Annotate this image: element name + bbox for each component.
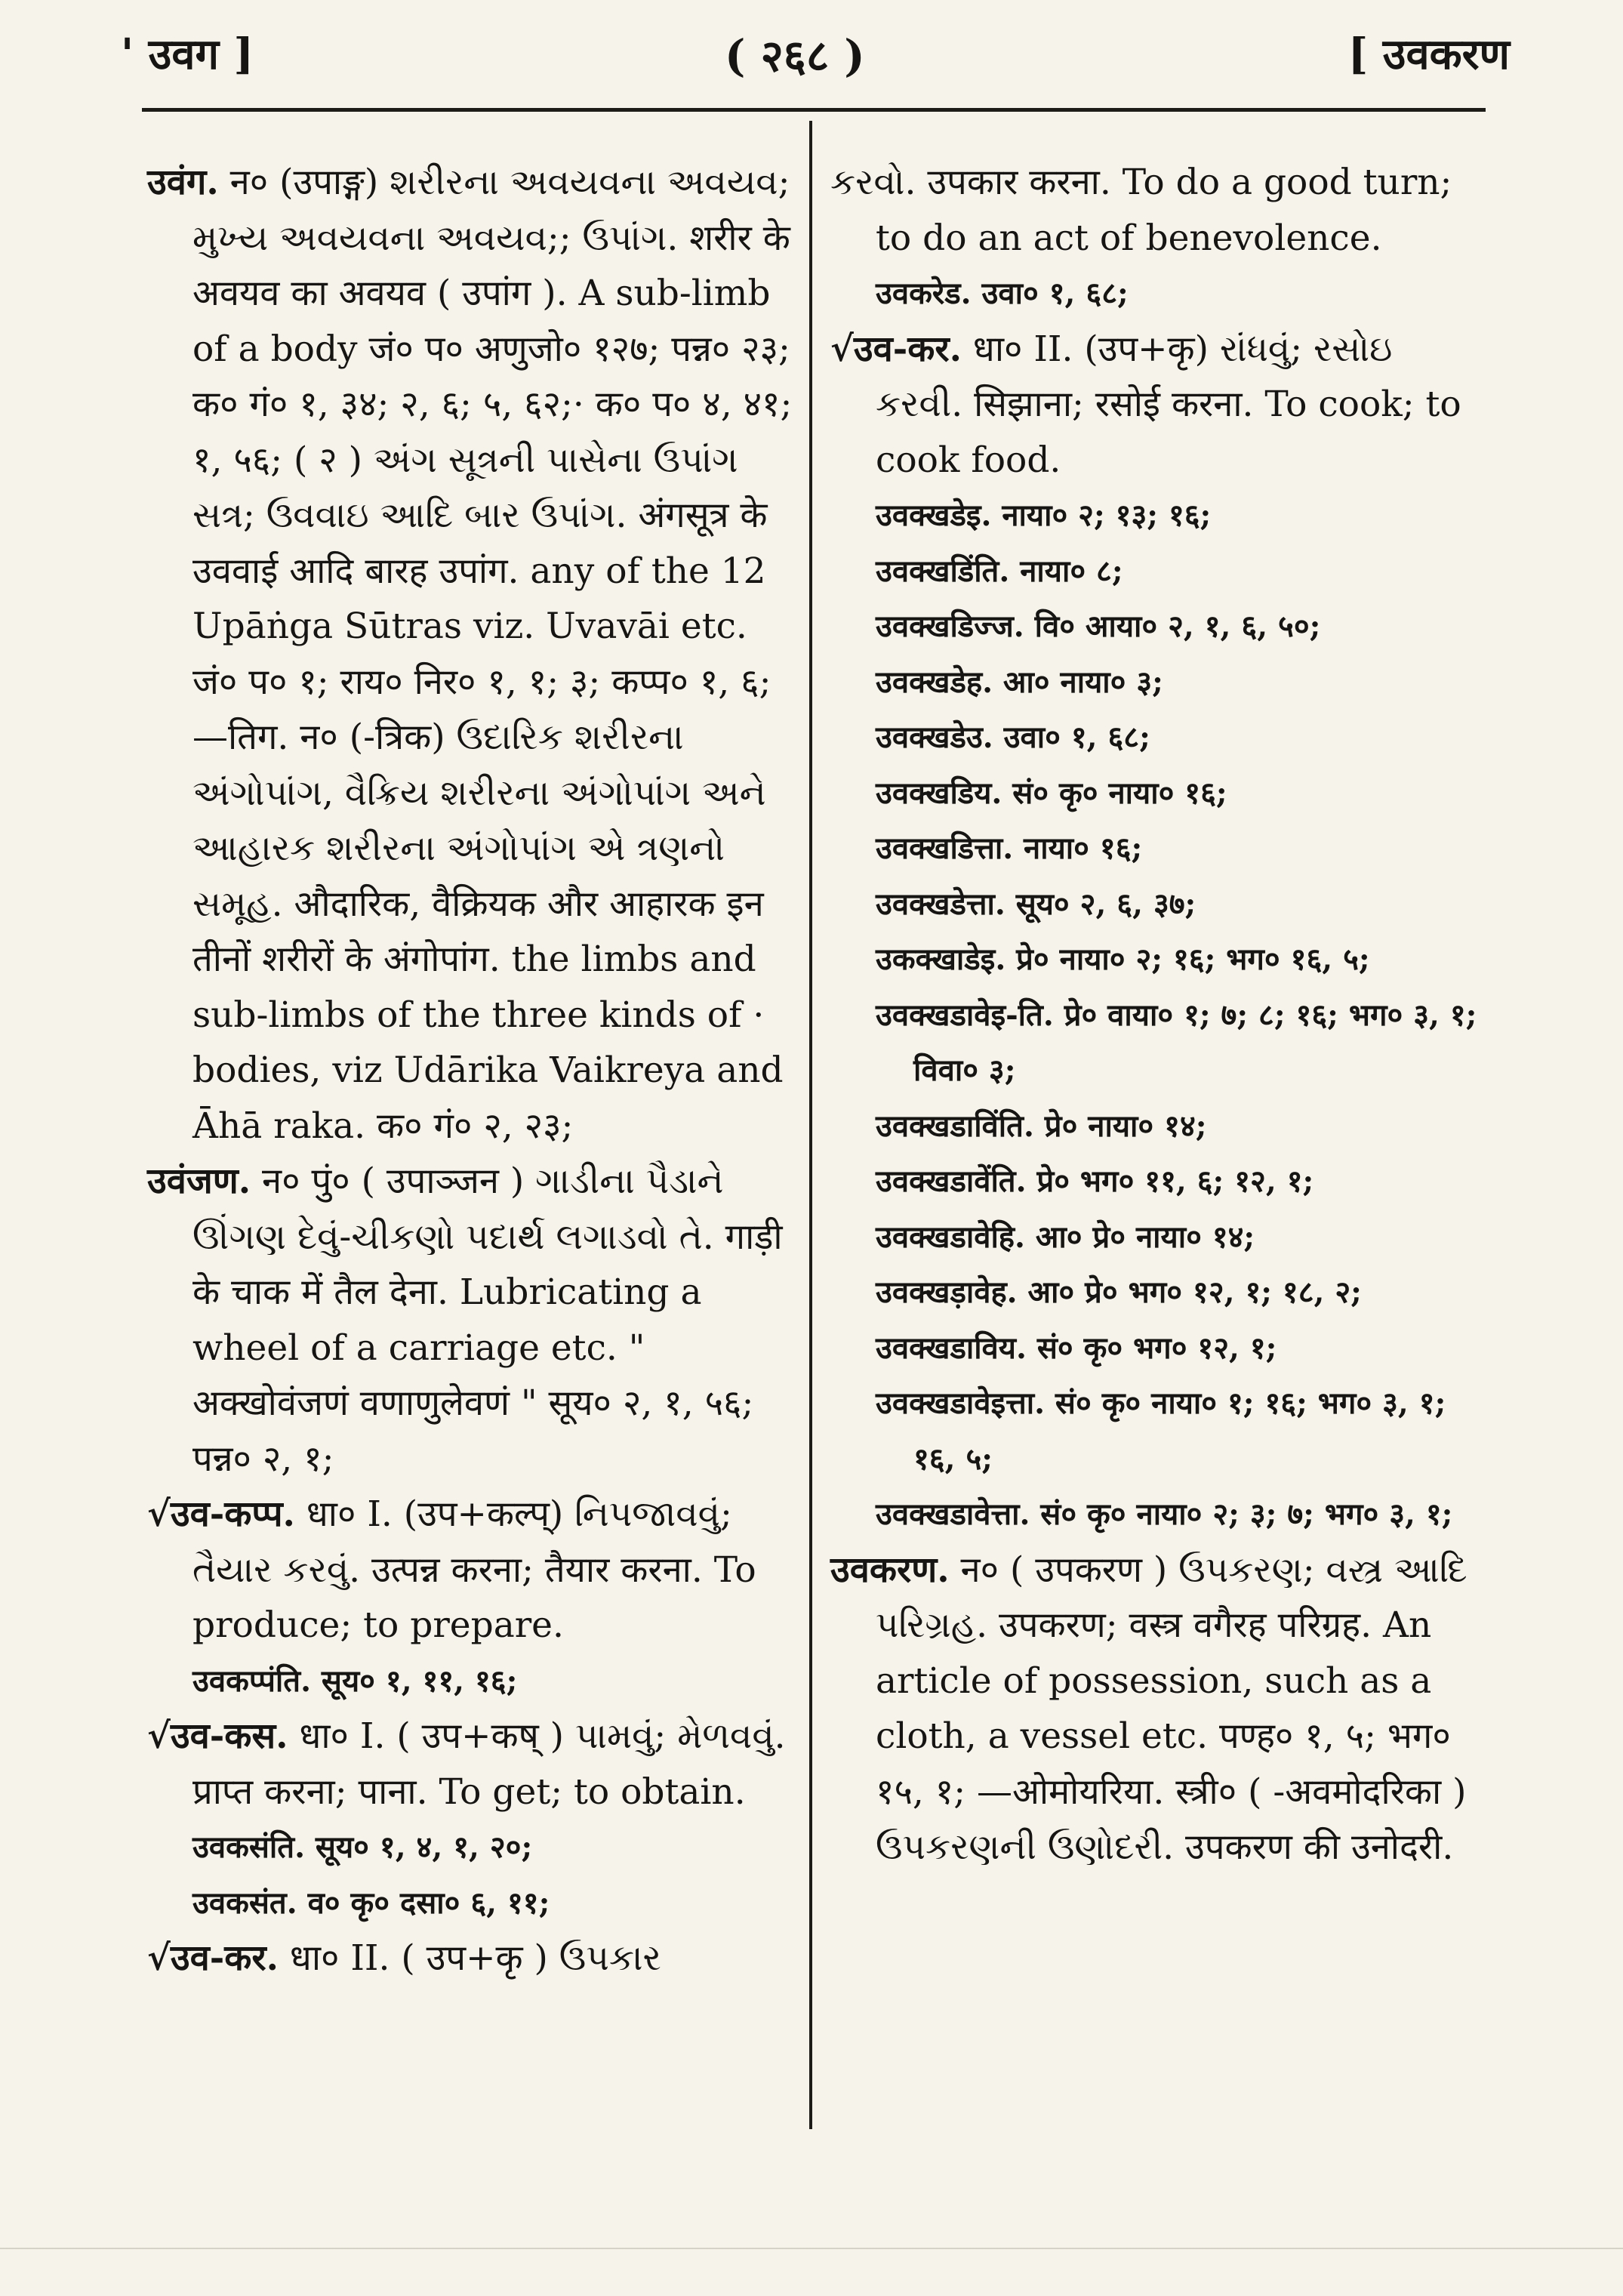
inflected-form: उवक्खडावेत्ता. सं० कृ० नाया० २; ३; ७; भग० ३, १; [876,1496,1453,1532]
right-column [830,155,1480,1875]
left-column [147,155,796,1986]
inflected-form: उवक्खडावेइ-ति. प्रे० वाया० १; ७; ८; १६; भग० ३, १; विवा० ३; [876,997,1477,1088]
inflected-form: उवक्खडित्ता. नाया० १६; [876,831,1143,866]
header-rule [142,108,1486,112]
inflected-form: उवक्खडाविय. सं० कृ० भग० १२, १; [876,1330,1277,1366]
entry-headword: उवंग. [147,162,219,203]
inflected-form: उवक्खडावेइत्ता. सं० कृ० नाया० १; १६; भग० ३, १; १६, ५; [876,1385,1446,1477]
inflected-form: उवक्खडिय. सं० कृ० नाया० १६; [876,775,1227,811]
entry-headword: √उव-कस. [147,1715,288,1757]
inflected-form: उवक्खडावेहि. आ० प्रे० नाया० १४; [876,1219,1255,1255]
entry-definition: न० ( उपकरण ) ઉપકરણ; વસ્ત્ર આદિ પરિગ્રહ. उपकरण; वस्त्र वगैरह परिग्रह. An article of possession, such as a cloth, a vessel etc. पण्ह० १, ५; भग० १५, १; —ओमोयरिया. स्त्री० ( -अवमोदरिका ) ઉપકરણની ઉણોદરી. उपकरण की उनोदरी. [876,1549,1467,1868]
entry-definition: न० (उपाङ्ग) શરીરના અવયવના અવયવ; મુખ્ય અવયવના અવયવ;; ઉપાંગ. शरीर के अवयव का अवयव ( उपांग ). A sub-limb of a body जं० प० अणुजो० १२७; पन्न० २३; क० गं० १, ३४; २, ६; ५, ६२;· क० प० ४, ४१; १, ५६; ( २ ) અંગ સૂત્રની પાસેના ઉપાંગ સત્ર; ઉવવાઇ આદિ બાર ઉપાંગ. अंगसूत्र के उववाई आदि बारह उपांग. any of the 12 Upāṅga Sūtras viz. Uvavāi etc. जं० प० १; राय० निर० १, १; ३; कप्प० १, ६; —तिग. न० (-त्रिक) ઉદારિક શરીરના અંગોપાંગ, વૈક્રિય શરીરના અંગોપાંગ અને આહારક શરીરના અંગોપાંગ એ ત્રણનો સમૂહ. औदारिक, वैक्रियक और आहारक इन तीनों शरीरों के अंगोपांग. the limbs and sub-limbs of the three kinds of · bodies, viz Udārika Vaikreya and Āhā raka. क० गं० २, २३; [192,162,793,1147]
header-left-guideword: ' उवग ] [121,29,254,79]
bottom-edge [0,2248,1623,2249]
entry-headword: √उव-कप्प. [147,1493,295,1535]
inflected-form: उवकसंति. सूय० १, ४, १, २०; [192,1829,533,1865]
inflected-form: उवक्खडाविंति. प्रे० नाया० १४; [876,1108,1207,1144]
dictionary-entry [830,1542,1480,1875]
entry-definition: धा० I. ( उप+कष् ) પામવું; મેળવવું. प्राप्त करना; पाना. To get; to obtain. [192,1715,786,1813]
dictionary-entry [147,1931,796,1986]
page-number: ( २६८ ) [725,30,865,82]
inflected-form: उवकसंत. व० कृ० दसा० ६, ११; [192,1885,550,1921]
entry-definition: न० पुं० ( उपाञ्जन ) ગાડીના પૈડાને ઊંગણ દેવું-ચીકણો પદાર્થ લગાડવો તે. गाड़ी के चाक में तैल देना. Lubricating a wheel of a carriage etc. " अक्खोवंजणं वणाणुलेवणं " सूय० २, १, ५६; पन्न० २, १; [192,1160,783,1480]
entry-headword: √उव-कर. [147,1937,279,1979]
entry-definition: धा० II. ( उप+कृ ) ઉપકાર [278,1937,661,1979]
entry-headword: √उव-कर. [830,328,962,370]
dictionary-entry [147,1154,796,1487]
inflected-form: उवकरेड. उवा० १, ६८; [876,276,1129,311]
page-header [0,0,1623,113]
inflected-form: उवक्खडेउ. उवा० १, ६८; [876,720,1150,755]
inflected-form: उवक्खडेइ. नाया० २; १३; १६; [876,498,1212,533]
inflected-form: उवक्खडिंति. नाया० ८; [876,553,1123,589]
inflected-form: उवक्खडावेंति. प्रे० भग० ११, ६; १२, १; [876,1163,1314,1199]
entry-definition: धा० II. (उप+कृ) રાંધવું; રસોઇ કરવી. सिझाना; रसोई करना. To cook; to cook food. [876,328,1461,481]
column-divider [809,121,812,2129]
inflected-form: उवक्खडिज्ज. वि० आया० २, १, ६, ५०; [876,609,1321,644]
inflected-form: उवक्खड़ावेह. आ० प्रे० भग० १२, १; १८, २; [876,1274,1362,1310]
inflected-form: उवक्खडेह. आ० नाया० ३; [876,664,1163,700]
dictionary-entry [147,1487,796,1653]
entry-definition: धा० I. (उप+कल्प्) નિપજાવવું; તૈયાર કરવું. उत्पन्न करना; तैयार करना. To produce; to prepare. [192,1493,756,1646]
entry-headword: उवंजण. [147,1160,251,1202]
dictionary-entry [830,322,1480,488]
entry-continuation: કરવો. उपकार करना. To do a good turn; to do an act of benevolence. [830,162,1452,259]
inflected-form: उवक्खडेत्ता. सूय० २, ६, ३७; [876,886,1196,922]
dictionary-entry [147,155,796,1154]
dictionary-entry [147,1709,796,1820]
header-right-guideword: [ उवकरण [1347,29,1510,79]
inflected-form: उकक्खाडेइ. प्रे० नाया० २; १६; भग० १६, ५; [876,942,1370,977]
inflected-form: उवकप्पंति. सूय० १, ११, १६; [192,1663,518,1699]
entry-headword: उवकरण. [830,1549,950,1591]
